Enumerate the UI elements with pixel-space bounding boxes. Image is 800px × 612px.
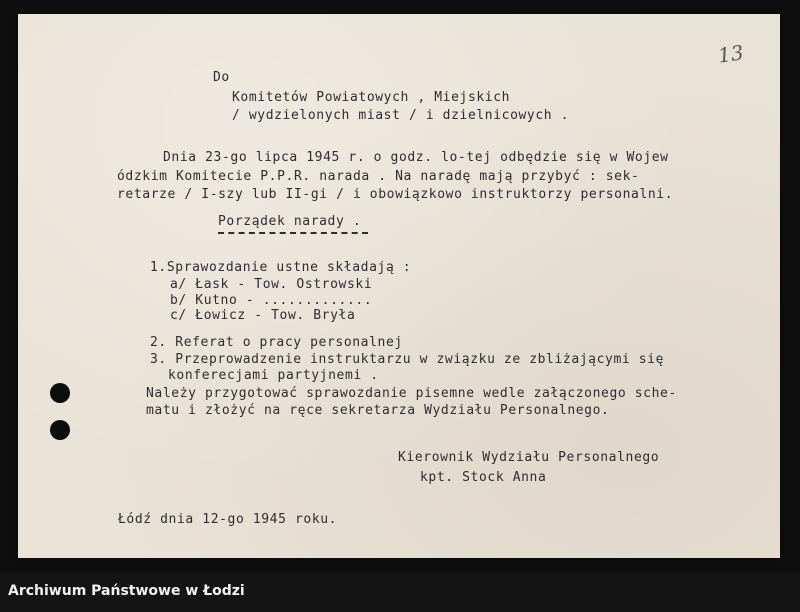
punch-hole-top	[50, 383, 70, 403]
addressee-line-2: / wydzielonych miast / i dzielnicowych .	[232, 108, 570, 123]
note-line-1: Należy przygotować sprawozdanie pisemne wedle załączonego sche-	[146, 386, 677, 401]
agenda-item-3-line-1: 3. Przeprowadzenie instruktarzu w związku ze zbliżającymi się	[150, 352, 665, 367]
page-number-handwritten: 13	[716, 40, 745, 68]
agenda-title-underline	[218, 232, 368, 234]
note-line-2: matu i złożyć na ręce sekretarza Wydziału Personalnego.	[146, 403, 610, 418]
signature-name: kpt. Stock Anna	[420, 470, 547, 485]
agenda-item-1: 1.Sprawozdanie ustne składają :	[150, 260, 412, 275]
place-and-date: Łódź dnia 12-go 1945 roku.	[118, 512, 338, 527]
paragraph-line-1: Dnia 23-go lipca 1945 r. o godz. lo-tej odbędzie się w Wojew	[163, 150, 669, 165]
archive-footer-bar	[0, 572, 800, 612]
signature-title: Kierownik Wydziału Personalnego	[398, 450, 660, 465]
agenda-item-1a: a/ Łask - Tow. Ostrowski	[170, 277, 373, 292]
archive-name: Archiwum Państwowe w Łodzi	[8, 583, 245, 599]
addressee-prefix: Do	[213, 70, 230, 85]
punch-hole-bottom	[50, 420, 70, 440]
agenda-item-3-line-2: konferecjami partyjnemi .	[168, 368, 379, 383]
addressee-line-1: Komitetów Powiatowych , Miejskich	[232, 90, 511, 105]
paragraph-line-2: ódzkim Komitecie P.P.R. narada . Na naradę mają przybyć : sek-	[117, 169, 640, 184]
agenda-item-2: 2. Referat o pracy personalnej	[150, 335, 403, 350]
paragraph-line-3: retarze / I-szy lub II-gi / i obowiązkowo instruktorzy personalni.	[117, 187, 674, 202]
agenda-title: Porządek narady .	[218, 214, 362, 229]
agenda-item-1b: b/ Kutno - .............	[170, 293, 373, 308]
agenda-item-1c: c/ Łowicz - Tow. Bryła	[170, 308, 356, 323]
